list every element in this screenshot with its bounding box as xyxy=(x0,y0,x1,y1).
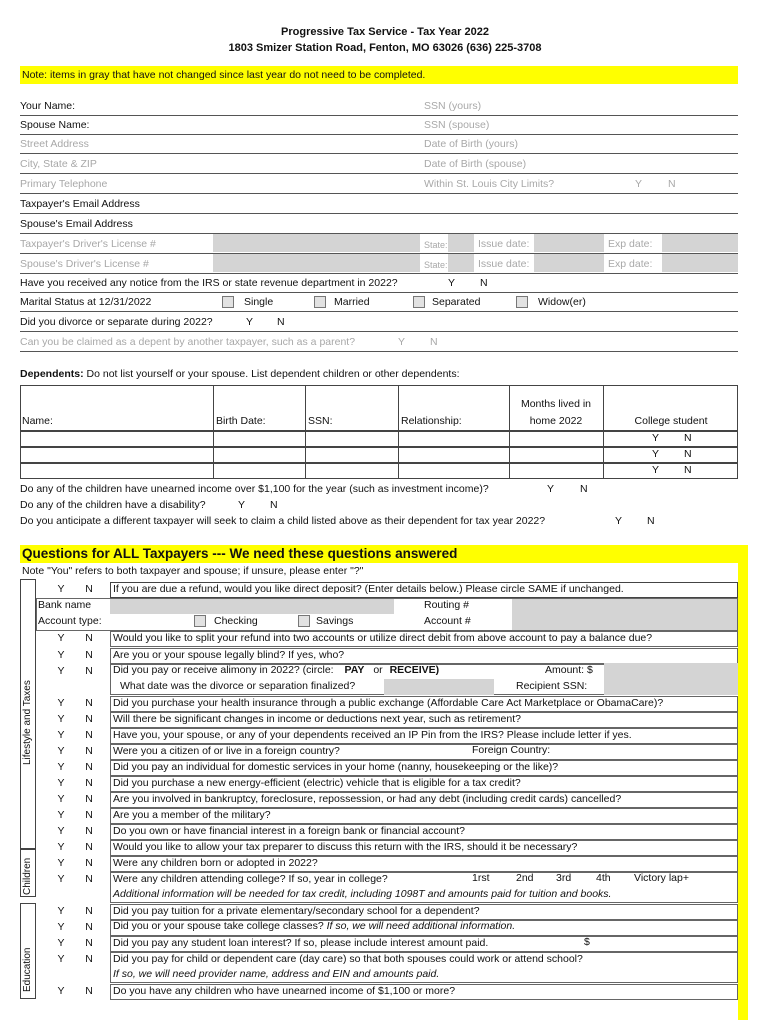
classes-italic: If so, we will need additional information. xyxy=(323,920,516,932)
note-text: Note: items in gray that have not changed since last year do not need to be completed. xyxy=(22,69,426,81)
recipient-ssn-label: Recipient SSN: xyxy=(516,680,588,692)
college-note: Additional information will be needed for tax credit, including 1098T and amounts paid for tuition and books. xyxy=(113,888,612,900)
question-discuss: Would you like to allow your tax preparer to discuss this return with the IRS, should it be necessary? xyxy=(113,841,578,853)
alimony-pre: Did you pay or receive alimony in 2022? (circle: xyxy=(113,664,334,676)
question-y[interactable]: Y xyxy=(57,649,65,661)
question-ev: Did you purchase a new energy-efficient (electric) vehicle that is eligible for a tax credit? xyxy=(113,777,521,789)
question-foreign-bank: Do you own or have financial interest in a foreign bank or financial account? xyxy=(113,825,465,837)
city-label: City, State & ZIP xyxy=(20,158,97,170)
tp-issue-label: Issue date: xyxy=(478,238,530,250)
question-changes: Will there be significant changes in income or deductions next year, such as retirement? xyxy=(113,713,521,725)
street-line[interactable] xyxy=(20,153,738,154)
marital-line xyxy=(20,311,738,312)
question-y[interactable]: Y xyxy=(57,873,65,885)
dependent-cell-divider xyxy=(509,447,510,463)
daycare-note: If so, we will need provider name, address and EIN and amounts paid. xyxy=(113,968,440,980)
col-college: College student xyxy=(634,415,708,427)
dep-vline-5 xyxy=(603,385,604,431)
question-ippin: Have you, your spouse, or any of your dependents received an IP Pin from the IRS? Please include letter if yes. xyxy=(113,729,632,741)
tp-exp-field[interactable] xyxy=(662,234,738,252)
question-college: Were any children attending college? If so, year in college? xyxy=(113,873,388,885)
sp-dl-line xyxy=(20,273,738,274)
college-n[interactable]: N xyxy=(684,464,692,476)
question-n[interactable]: N xyxy=(85,841,93,853)
marital-label: Marital Status at 12/31/2022 xyxy=(20,296,152,308)
tp-exp-label: Exp date: xyxy=(608,238,653,250)
college-n[interactable]: N xyxy=(684,432,692,444)
city-limits-n[interactable]: N xyxy=(668,178,676,190)
side-education: Education xyxy=(22,947,33,992)
classes-question xyxy=(113,920,515,932)
dep-q1: Do any of the children have unearned income over $1,100 for the year (such as investment income)? xyxy=(20,483,489,495)
col-months-1: Months lived in xyxy=(520,398,592,410)
side-lifestyle: Lifestyle and Taxes xyxy=(22,680,33,765)
dependent-cell-divider xyxy=(305,447,306,463)
dependent-row[interactable] xyxy=(20,431,738,447)
divorce-n[interactable]: N xyxy=(277,316,285,328)
irs-notice-n[interactable]: N xyxy=(480,277,488,289)
alimony-or: or xyxy=(373,664,383,676)
question-n[interactable]: N xyxy=(85,761,93,773)
dep-q1-y[interactable]: Y xyxy=(547,483,555,495)
tp-state-field[interactable] xyxy=(448,234,474,252)
question-y[interactable]: Y xyxy=(57,825,65,837)
question-n[interactable]: N xyxy=(85,649,93,661)
savings-label: Savings xyxy=(316,615,354,627)
claimed-question: Can you be claimed as a depent by another taxpayer, such as a parent? xyxy=(20,336,356,348)
sp-state-field[interactable] xyxy=(448,254,474,272)
widow-label: Widow(er) xyxy=(538,296,586,308)
question-unearned: Do you have any children who have unearned income of $1,100 or more? xyxy=(113,985,456,997)
dependent-cell-divider xyxy=(509,463,510,479)
question-y[interactable]: Y xyxy=(57,745,65,757)
college-n[interactable]: N xyxy=(684,448,692,460)
alimony-pay[interactable]: PAY xyxy=(344,664,365,676)
dep-q3-n[interactable]: N xyxy=(647,515,655,527)
dependent-cell-divider xyxy=(213,463,214,479)
phone-label: Primary Telephone xyxy=(20,178,108,190)
question-split: Would you like to split your refund into two accounts or utilize direct debit from above account to pay a balance due? xyxy=(113,632,653,644)
question-n[interactable]: N xyxy=(85,777,93,789)
tp-email-label: Taxpayer's Email Address xyxy=(20,198,140,210)
loan-dollar: $ xyxy=(584,936,590,948)
refund-n[interactable]: N xyxy=(85,583,93,595)
question-n[interactable]: N xyxy=(85,632,93,644)
question-y[interactable]: Y xyxy=(57,905,65,917)
divorce-line xyxy=(20,331,738,332)
question-y[interactable]: Y xyxy=(57,665,65,677)
question-n[interactable]: N xyxy=(85,825,93,837)
foreign-country-label: Foreign Country: xyxy=(472,744,551,756)
college-y[interactable]: Y xyxy=(652,464,660,476)
routing-label: Routing # xyxy=(424,599,469,611)
dependent-cell-divider xyxy=(398,431,399,447)
dependents-title-bold: Dependents: xyxy=(20,368,84,380)
account-type-label: Account type: xyxy=(38,615,102,627)
single-label: Single xyxy=(244,296,274,308)
question-y[interactable]: Y xyxy=(57,809,65,821)
city-line[interactable] xyxy=(20,173,738,174)
refund-question: If you are due a refund, would you like direct deposit? (Enter details below.) Please circle SAME if unchanged. xyxy=(113,583,624,595)
question-y[interactable]: Y xyxy=(57,921,65,933)
classes-pre: Did you or your spouse take college classes? xyxy=(113,920,324,932)
irs-notice-question: Have you received any notice from the IRS or state revenue department in 2022? xyxy=(20,277,398,289)
col-birth: Birth Date: xyxy=(216,415,266,427)
question-n[interactable]: N xyxy=(85,665,93,677)
alimony-receive[interactable]: RECEIVE) xyxy=(389,664,440,676)
col-name: Name: xyxy=(22,415,53,427)
year-2[interactable]: 2nd xyxy=(516,872,534,884)
irs-notice-y[interactable]: Y xyxy=(448,277,456,289)
dependent-cell-divider xyxy=(213,431,214,447)
street-label: Street Address xyxy=(20,138,89,150)
tp-dl-field[interactable] xyxy=(213,234,420,252)
question-n[interactable]: N xyxy=(85,905,93,917)
question-loan: Did you pay any student loan interest? If so, please include interest amount paid. xyxy=(113,937,489,949)
city-limits-y[interactable]: Y xyxy=(635,178,643,190)
dep-q3-y[interactable]: Y xyxy=(615,515,623,527)
question-n[interactable]: N xyxy=(85,937,93,949)
sp-issue-label: Issue date: xyxy=(478,258,530,270)
sp-issue-field[interactable] xyxy=(534,254,604,272)
question-blind: Are you or your spouse legally blind? If yes, who? xyxy=(113,649,345,661)
college-y[interactable]: Y xyxy=(652,448,660,460)
question-y[interactable]: Y xyxy=(57,857,65,869)
question-n[interactable]: N xyxy=(85,713,93,725)
dependent-cell-divider xyxy=(509,431,510,447)
your-name-line[interactable] xyxy=(20,115,738,116)
tp-email-line[interactable] xyxy=(20,213,738,214)
divorce-date-field[interactable] xyxy=(384,679,494,695)
dependent-cell-divider xyxy=(603,431,604,447)
question-y[interactable]: Y xyxy=(57,713,65,725)
col-ssn: SSN: xyxy=(308,415,333,427)
married-checkbox[interactable] xyxy=(314,296,326,308)
dep-vline-3 xyxy=(398,385,399,431)
widow-checkbox[interactable] xyxy=(516,296,528,308)
question-n[interactable]: N xyxy=(85,921,93,933)
sp-exp-label: Exp date: xyxy=(608,258,653,270)
question-y[interactable]: Y xyxy=(57,632,65,644)
separated-checkbox[interactable] xyxy=(413,296,425,308)
question-n[interactable]: N xyxy=(85,873,93,885)
dob-spouse-label: Date of Birth (spouse) xyxy=(424,158,527,170)
question-n[interactable]: N xyxy=(85,729,93,741)
dob-yours-label: Date of Birth (yours) xyxy=(424,138,518,150)
question-y[interactable]: Y xyxy=(57,985,65,997)
married-label: Married xyxy=(334,296,370,308)
dep-q3: Do you anticipate a different taxpayer will seek to claim a child listed above as their dependent for tax year 2022? xyxy=(20,515,546,527)
spouse-name-line[interactable] xyxy=(20,134,738,135)
question-born: Were any children born or adopted in 2022? xyxy=(113,857,318,869)
question-n[interactable]: N xyxy=(85,745,93,757)
claimed-line xyxy=(20,351,738,352)
separated-label: Separated xyxy=(432,296,481,308)
dependent-cell-divider xyxy=(398,447,399,463)
claimed-y[interactable]: Y xyxy=(398,336,406,348)
question-n[interactable]: N xyxy=(85,985,93,997)
divorce-date-label: What date was the divorce or separation finalized? xyxy=(120,680,356,692)
question-daycare: Did you pay for child or dependent care (day care) so that both spouses could work or attend school? xyxy=(113,953,583,965)
spouse-name-label: Spouse Name: xyxy=(20,119,90,131)
alimony-question xyxy=(113,664,439,676)
form-address: 1803 Smizer Station Road, Fenton, MO 63026 (636) 225-3708 xyxy=(228,42,542,54)
bank-name-label: Bank name xyxy=(38,599,92,611)
dependent-row[interactable] xyxy=(20,463,738,479)
dependent-cell-divider xyxy=(603,463,604,479)
dep-q2-n[interactable]: N xyxy=(270,499,278,511)
form-title: Progressive Tax Service - Tax Year 2022 xyxy=(281,26,489,38)
question-y[interactable]: Y xyxy=(57,793,65,805)
claimed-n[interactable]: N xyxy=(430,336,438,348)
year-3[interactable]: 3rd xyxy=(556,872,572,884)
ssn-yours-label: SSN (yours) xyxy=(424,100,482,112)
dependent-cell-divider xyxy=(305,463,306,479)
question-y[interactable]: Y xyxy=(57,937,65,949)
divorce-y[interactable]: Y xyxy=(246,316,254,328)
divorce-question: Did you divorce or separate during 2022? xyxy=(20,316,213,328)
tp-state-label: State: xyxy=(424,240,448,250)
question-y[interactable]: Y xyxy=(57,761,65,773)
question-n[interactable]: N xyxy=(85,953,93,965)
question-y[interactable]: Y xyxy=(57,841,65,853)
col-months-2: home 2022 xyxy=(529,415,583,427)
question-n[interactable]: N xyxy=(85,697,93,709)
tp-issue-field[interactable] xyxy=(534,234,604,252)
dependent-cell-divider xyxy=(398,463,399,479)
ssn-spouse-label: SSN (spouse) xyxy=(424,119,490,131)
question-y[interactable]: Y xyxy=(57,953,65,965)
sp-email-label: Spouse's Email Address xyxy=(20,218,133,230)
question-y[interactable]: Y xyxy=(57,697,65,709)
dep-q2: Do any of the children have a disability? xyxy=(20,499,206,511)
dependent-cell-divider xyxy=(305,431,306,447)
question-tuition: Did you pay tuition for a private elementary/secondary school for a dependent? xyxy=(113,905,480,917)
dependent-cell-divider xyxy=(603,447,604,463)
sp-dl-label: Spouse's Driver's License # xyxy=(20,258,149,270)
amount-label: Amount: $ xyxy=(545,664,593,676)
questions-title: Questions for ALL Taxpayers --- We need these questions answered xyxy=(22,546,458,561)
tp-dl-label: Taxpayer's Driver's License # xyxy=(20,238,156,250)
question-military: Are you a member of the military? xyxy=(113,809,271,821)
year-4[interactable]: 4th xyxy=(596,872,611,884)
dep-q1-n[interactable]: N xyxy=(580,483,588,495)
question-bankruptcy: Are you involved in bankruptcy, foreclosure, repossession, or had any debt (including credit cards) cancelled? xyxy=(113,793,622,805)
question-y[interactable]: Y xyxy=(57,729,65,741)
dependent-row[interactable] xyxy=(20,447,738,463)
irs-notice-line xyxy=(20,292,738,293)
dep-q2-y[interactable]: Y xyxy=(238,499,246,511)
question-y[interactable]: Y xyxy=(57,777,65,789)
questions-subnote: Note "You" refers to both taxpayer and spouse; if unsure, please enter "?" xyxy=(22,565,364,577)
sp-state-label: State: xyxy=(424,260,448,270)
dep-vline-2 xyxy=(305,385,306,431)
refund-y[interactable]: Y xyxy=(57,583,65,595)
col-relationship: Relationship: xyxy=(401,415,462,427)
question-n[interactable]: N xyxy=(85,793,93,805)
question-n[interactable]: N xyxy=(85,857,93,869)
account-num-label: Account # xyxy=(424,615,471,627)
college-y[interactable]: Y xyxy=(652,432,660,444)
dependent-cell-divider xyxy=(213,447,214,463)
sp-dl-field[interactable] xyxy=(213,254,420,272)
question-health: Did you purchase your health insurance through a public exchange (Affordable Care Act Marketplace or ObamaCare)? xyxy=(113,697,664,709)
bank-block-border xyxy=(36,598,738,631)
dep-vline-4 xyxy=(509,385,510,431)
city-limits-label: Within St. Louis City Limits? xyxy=(424,178,555,190)
sp-exp-field[interactable] xyxy=(662,254,738,272)
dependents-title xyxy=(20,368,460,380)
question-citizen: Were you a citizen of or live in a foreign country? xyxy=(113,745,340,757)
year-1[interactable]: 1rst xyxy=(472,872,490,884)
year-5[interactable]: Victory lap+ xyxy=(634,872,689,884)
side-children: Children xyxy=(22,857,33,895)
amount-field[interactable] xyxy=(604,663,738,679)
question-domestic: Did you pay an individual for domestic services in your home (nanny, housekeeping or the like)? xyxy=(113,761,559,773)
recipient-ssn-field[interactable] xyxy=(604,679,738,695)
phone-line[interactable] xyxy=(20,193,738,194)
dep-vline-1 xyxy=(213,385,214,431)
question-n[interactable]: N xyxy=(85,809,93,821)
your-name-label: Your Name: xyxy=(20,100,76,112)
checking-label: Checking xyxy=(214,615,258,627)
single-checkbox[interactable] xyxy=(222,296,234,308)
dependents-title-rest: Do not list yourself or your spouse. List dependent children or other dependents: xyxy=(83,368,460,380)
